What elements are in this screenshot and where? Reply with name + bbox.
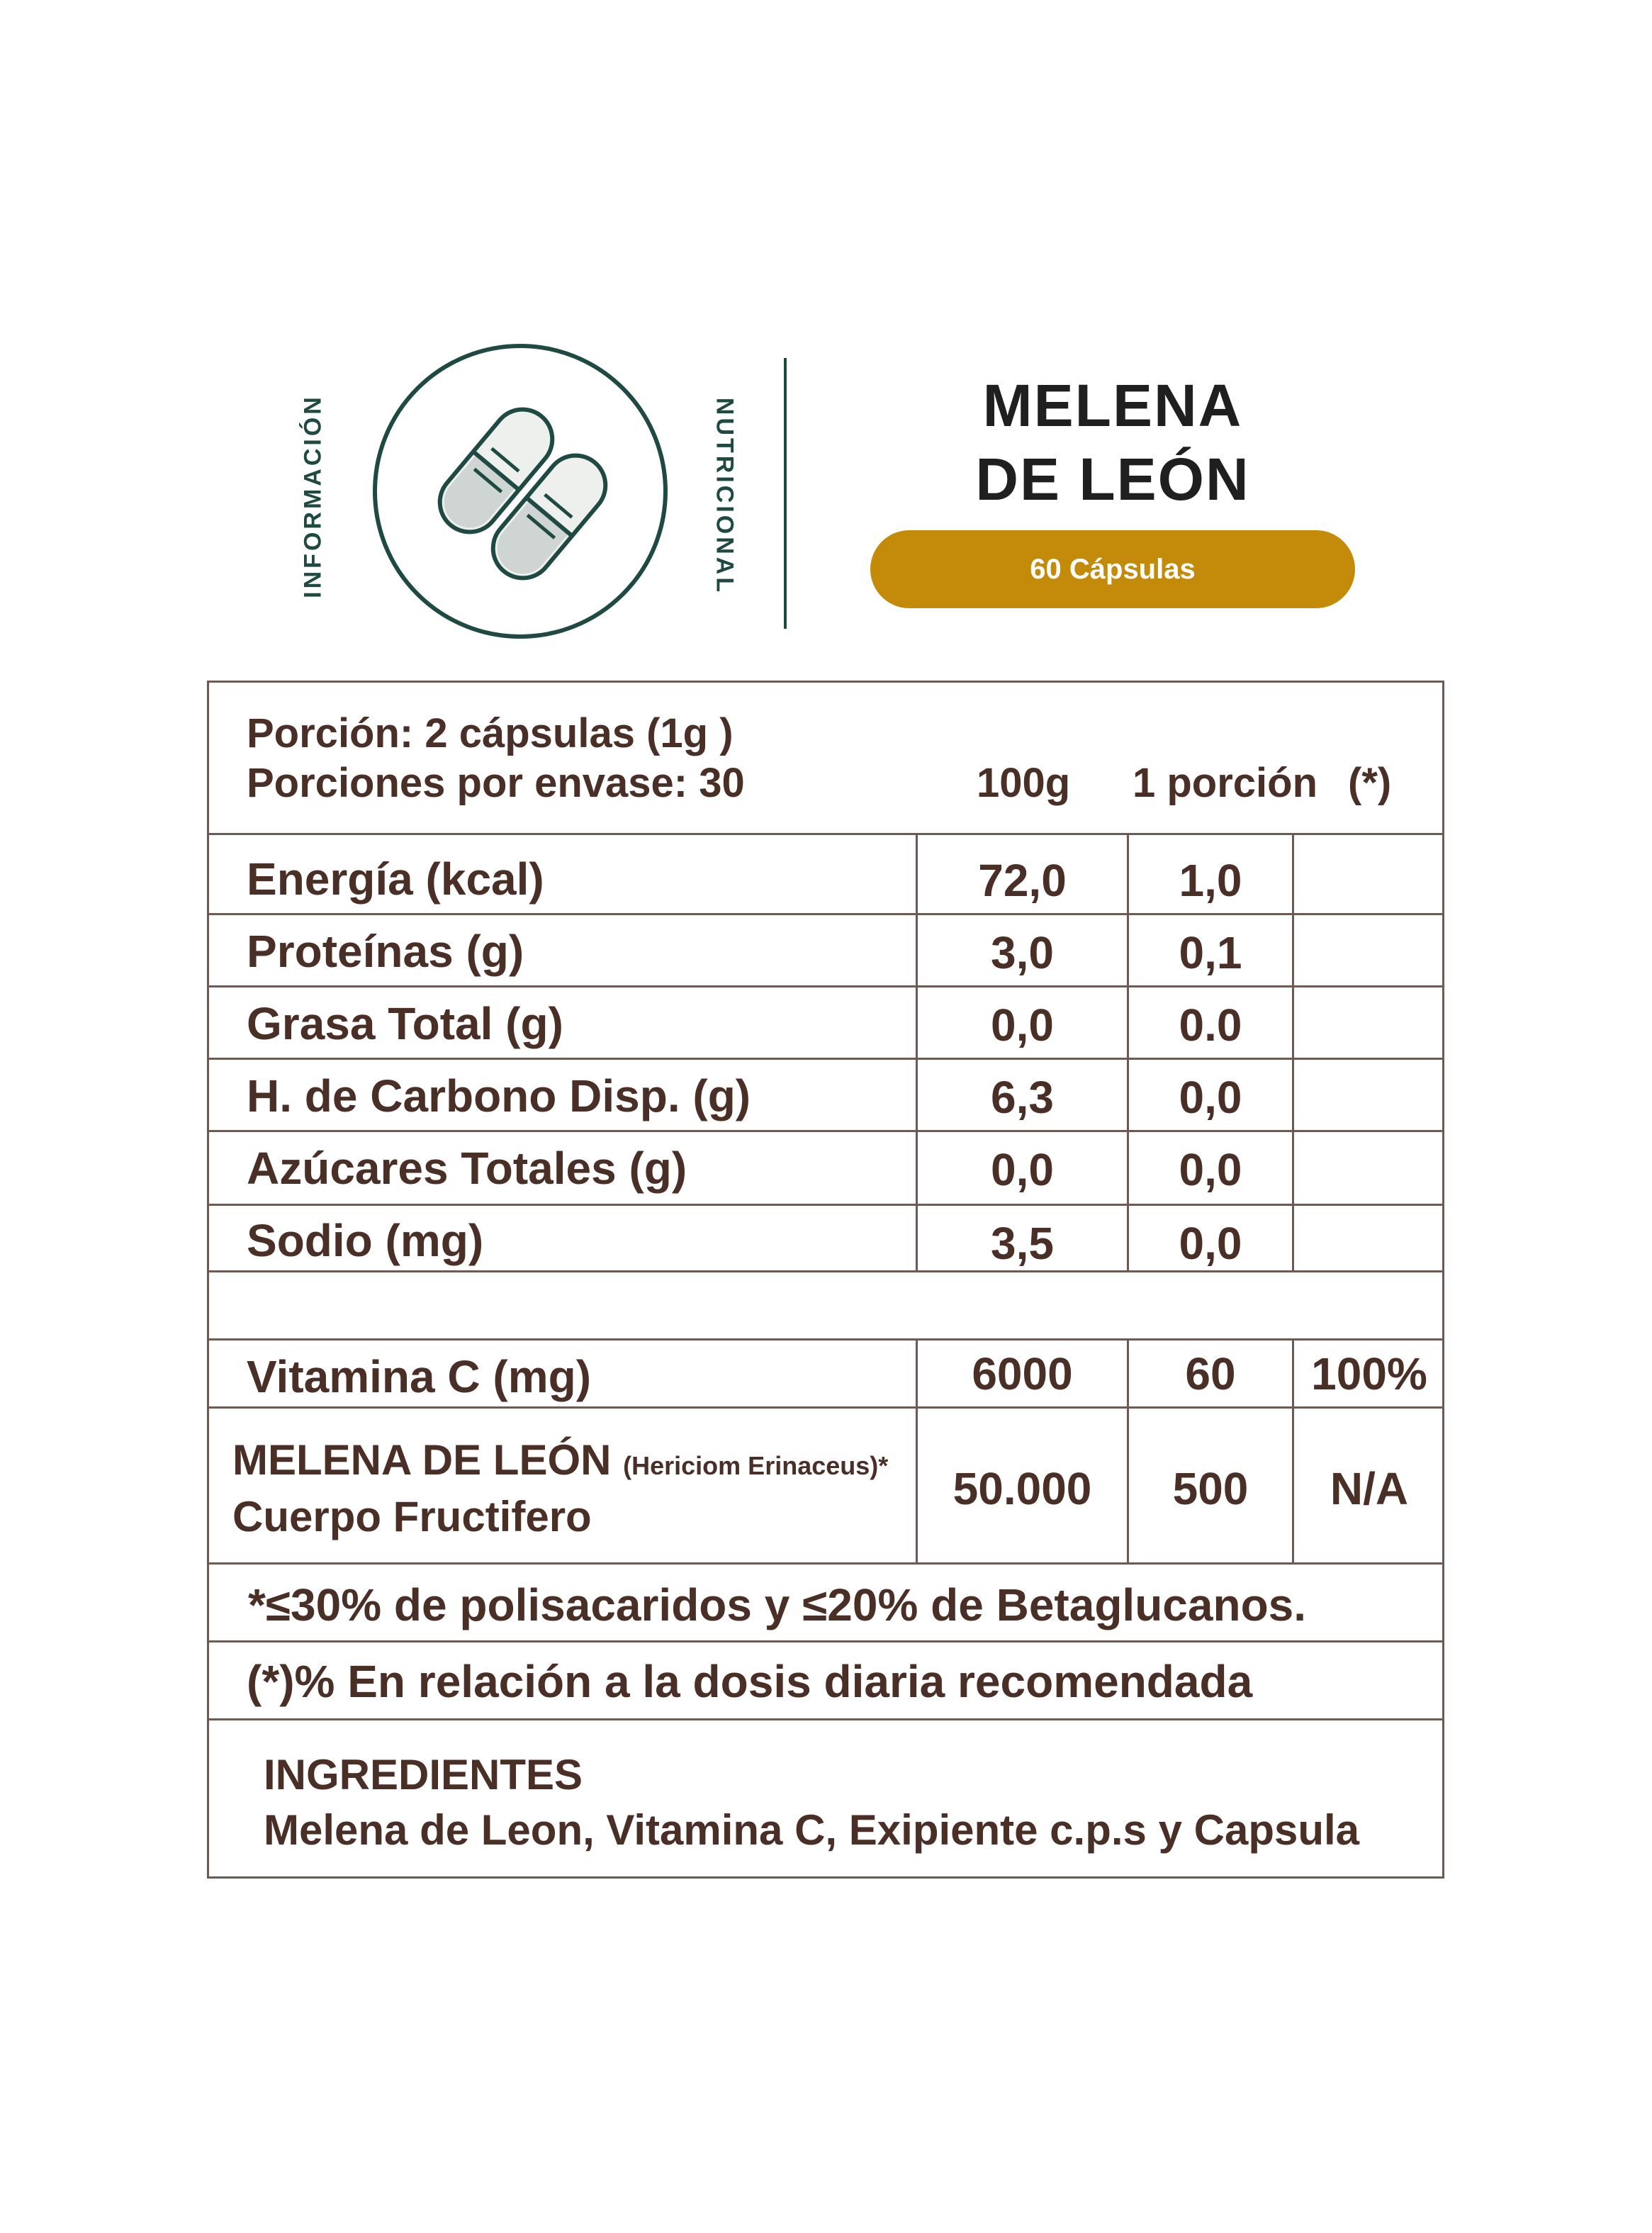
product-title <box>900 369 1325 516</box>
column-header-percent: (*) <box>1348 760 1392 806</box>
ingredients-text: Melena de Leon, Vitamina C, Exipiente c.p.s y Capsula <box>264 1806 1360 1854</box>
nutrient-label: Proteínas (g) <box>247 926 524 977</box>
column-divider <box>1292 833 1294 1272</box>
capsule-pills-icon <box>372 343 668 639</box>
divider <box>207 1204 1444 1206</box>
side-label-nutricional: NUTRICIONAL <box>711 397 738 595</box>
ingredients-title: INGREDIENTES <box>264 1751 583 1798</box>
value-100g: 72,0 <box>978 855 1067 906</box>
vitamin-c-label: Vitamina C (mg) <box>247 1351 591 1402</box>
vitamin-c-percent: 100% <box>1311 1348 1427 1399</box>
value-portion: 1,0 <box>1179 855 1242 906</box>
divider <box>207 1058 1444 1060</box>
value-100g: 3,5 <box>991 1218 1054 1269</box>
value-portion: 0,1 <box>1179 927 1242 978</box>
value-100g: 0,0 <box>991 1144 1054 1195</box>
value-100g: 0,0 <box>991 1000 1054 1051</box>
column-header-portion: 1 porción <box>1133 760 1318 806</box>
divider <box>207 985 1444 987</box>
divider <box>207 833 1444 835</box>
column-header-100g: 100g <box>977 760 1071 806</box>
capsule-count-badge: 60 Cápsulas <box>870 530 1355 608</box>
servings-per-container: Porciones por envase: 30 <box>247 760 745 806</box>
melena-percent: N/A <box>1330 1463 1409 1514</box>
value-100g: 6,3 <box>991 1072 1054 1123</box>
divider <box>207 1270 1444 1272</box>
melena-portion: 500 <box>1172 1463 1249 1514</box>
divider <box>207 913 1444 915</box>
value-portion: 0,0 <box>1179 1144 1242 1195</box>
divider <box>207 1130 1444 1132</box>
melena-label <box>232 1436 889 1484</box>
value-100g: 3,0 <box>991 927 1054 978</box>
divider <box>207 1640 1444 1642</box>
melena-name: MELENA DE LEÓN <box>232 1436 612 1484</box>
nutrient-label: Azúcares Totales (g) <box>247 1143 687 1194</box>
nutrient-label: Sodio (mg) <box>247 1215 484 1266</box>
product-title-line1: MELENA <box>982 372 1243 439</box>
divider <box>207 1338 1444 1341</box>
header-divider <box>784 358 787 629</box>
product-title-line2: DE LEÓN <box>975 446 1250 513</box>
portion-size: Porción: 2 cápsulas (1g ) <box>247 710 734 756</box>
melena-subtitle: Cuerpo Fructifero <box>232 1493 592 1540</box>
value-portion: 0.0 <box>1179 1000 1242 1051</box>
vitamin-c-portion: 60 <box>1185 1348 1236 1399</box>
polysaccharide-note: *≤30% de polisacaridos y ≤20% de Betaglucanos. <box>248 1579 1307 1630</box>
divider <box>207 1718 1444 1720</box>
nutrient-label: H. de Carbono Disp. (g) <box>247 1070 751 1121</box>
divider <box>207 1562 1444 1565</box>
nutrient-label: Energía (kcal) <box>247 854 544 905</box>
value-portion: 0,0 <box>1179 1218 1242 1269</box>
value-portion: 0,0 <box>1179 1072 1242 1123</box>
side-label-informacion: INFORMACIÓN <box>299 394 327 598</box>
daily-value-note: (*)% En relación a la dosis diaria recomendada <box>247 1656 1253 1707</box>
vitamin-c-100g: 6000 <box>972 1348 1073 1399</box>
nutrient-label: Grasa Total (g) <box>247 998 563 1049</box>
divider <box>207 1406 1444 1409</box>
melena-latin-name: (Hericiom Erinaceus)* <box>623 1451 889 1480</box>
melena-100g: 50.000 <box>953 1463 1092 1514</box>
